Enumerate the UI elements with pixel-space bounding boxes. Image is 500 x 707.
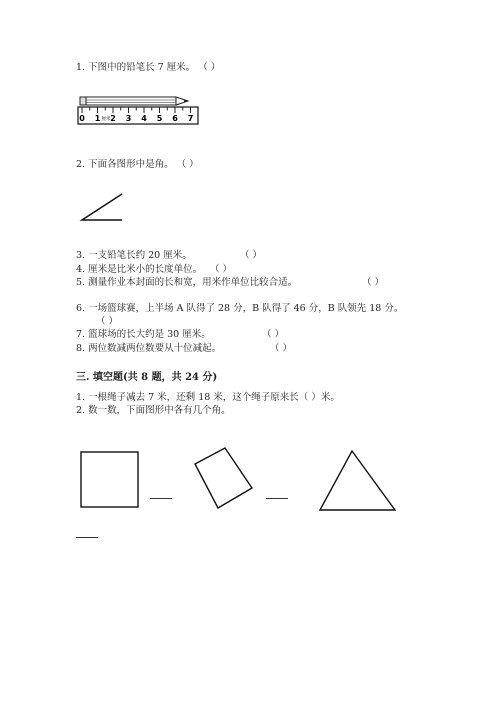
judge-q7-text: 7. 篮球场的长大约是 30 厘米。 — [76, 329, 211, 340]
judge-q3-paren: （ ） — [240, 250, 263, 261]
judge-q5 — [76, 277, 297, 289]
judge-q8-text: 8. 两位数减两位数要从十位减起。 — [76, 343, 222, 354]
judge-q6-text: 6. 一场篮球赛，上半场 A 队得了 28 分，B 队得了 46 分，B 队领先 18 分。 — [76, 303, 404, 314]
judge-q2 — [76, 159, 199, 171]
judge-q1 — [76, 62, 220, 74]
judge-q5-text: 5. 测量作业本封面的长和宽，用米作单位比较合适。 — [76, 277, 298, 288]
ruler-tick-label: 7 — [187, 114, 194, 123]
section3-title: 三. 填空题(共 8 题，共 24 分) — [76, 372, 218, 383]
judge-q7-paren: （ ） — [262, 329, 285, 340]
pencil-icon — [80, 97, 188, 105]
judge-q8 — [76, 343, 221, 355]
ruler-tick-label: 6 — [172, 114, 178, 123]
answer-blank-2[interactable] — [266, 498, 288, 499]
judge-q1-paren: （ ） — [198, 62, 221, 73]
triangle-shape — [318, 449, 398, 513]
ruler-tick-label: 3 — [125, 114, 132, 123]
judge-q8-paren: （ ） — [270, 343, 293, 354]
judge-q4-text: 4. 厘米是比米小的长度单位。 — [76, 264, 203, 275]
judge-q3 — [76, 250, 192, 262]
judge-q2-text: 2. 下面各图形中是角。 — [76, 159, 174, 170]
answer-blank-1[interactable] — [150, 498, 172, 499]
judge-q3-text: 3. 一支铅笔长约 20 厘米。 — [76, 250, 192, 261]
judge-q7 — [76, 329, 211, 341]
pencil-ruler-figure — [78, 92, 200, 126]
judge-q6-paren: （ ） — [96, 316, 119, 327]
judge-q5-paren: （ ） — [362, 277, 385, 288]
judge-q4-paren: （ ） — [210, 264, 233, 275]
judge-q4 — [76, 264, 202, 276]
fill-q1: 1. 一根绳子减去 7 米，还剩 18 米，这个绳子原来长（ ）米。 — [76, 392, 340, 403]
judge-q1-text: 1. 下图中的铅笔长 7 厘米。 — [76, 62, 196, 73]
ruler-unit-label: 厘米 — [101, 117, 111, 122]
judge-q6 — [76, 303, 403, 315]
answer-blank-3[interactable] — [76, 537, 98, 538]
quadrilateral-shape — [190, 446, 255, 512]
angle-figure — [78, 192, 128, 224]
ruler-tick-label: 5 — [156, 114, 163, 123]
square-shape — [80, 451, 140, 509]
fill-q2: 2. 数一数，下面图形中各有几个角。 — [76, 405, 231, 416]
ruler-tick-label: 2 — [110, 114, 116, 123]
ruler-tick-label: 1 — [94, 114, 101, 123]
ruler-tick-label: 0 — [79, 114, 85, 123]
ruler-tick-label: 4 — [141, 114, 147, 123]
judge-q2-paren: （ ） — [176, 159, 199, 170]
